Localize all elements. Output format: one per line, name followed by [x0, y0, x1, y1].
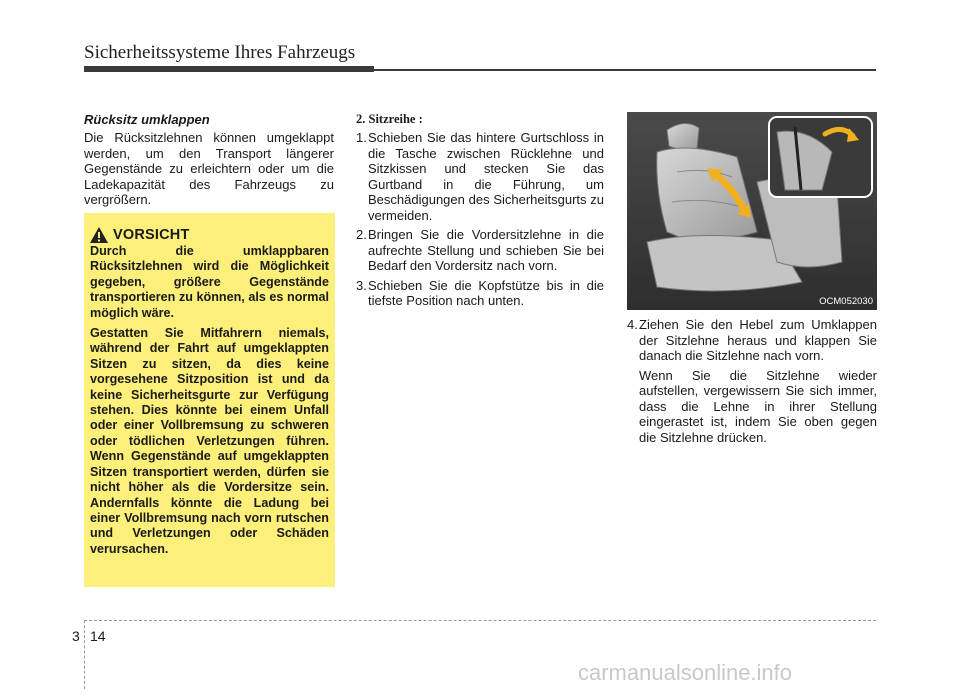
- caution-header: [90, 227, 329, 243]
- watermark-text: carmanualsonline.info: [578, 660, 793, 685]
- steps-heading: 2. Sitzreihe :: [356, 112, 423, 126]
- step-number: 4.: [627, 317, 638, 332]
- step-text: Bringen Sie die Vordersitzlehne in die aufrechte Stellung und schieben Sie bei Bedarf den Vordersitz nach vorn.: [368, 227, 604, 273]
- footer-divider: [84, 620, 85, 689]
- seat-illustration-graphic: [627, 112, 877, 310]
- step-item: [356, 130, 604, 223]
- continuation-column: [627, 317, 877, 445]
- page-header-title: Sicherheitssysteme Ihres Fahrzeugs: [84, 42, 356, 63]
- step-item: [356, 278, 604, 309]
- section-title: Rücksitz umklappen: [84, 112, 210, 127]
- caution-title: VORSICHT: [113, 227, 190, 243]
- footer-rule: [84, 620, 876, 621]
- seat-fold-illustration: [627, 112, 877, 310]
- intro-column: [84, 112, 334, 208]
- step-text: Schieben Sie die Kopfstütze bis in die tiefste Position nach unten.: [368, 277, 604, 308]
- step-text: Schieben Sie das hintere Gurtschloss in die Tasche zwischen Rücklehne und Sitzkissen und stecken Sie das Gurtband in die Führung, um Beschädigungen des Sicherheitsgurts zu vermeiden.: [368, 130, 604, 223]
- step-number: 2.: [356, 227, 367, 242]
- figure-caption: OCM052030: [819, 296, 873, 307]
- caution-paragraph-2: Gestatten Sie Mitfahrern niemals, während der Fahrt auf umgeklappten Sitzen zu sitzen, da dies keine vorgesehene Sitzposition ist und da keine Sicherheitsgurte zur Verfügung stehen. Dies könnte bei einem Unfall oder einer Vollbremsung zu schweren oder tödlichen Verletzungen führen. Wenn Gegenstände auf umgeklappten Sitzen transportiert werden, dürfen sie nicht höher als die Vordersitze sein. Andernfalls könnte die Ladung bei einer Vollbremsung nach vorn rutschen und Verletzungen oder Schäden verursachen.: [90, 326, 329, 556]
- header-rule: [374, 69, 876, 71]
- step-text: Ziehen Sie den Hebel zum Umklappen der Sitzlehne heraus und klappen Sie danach die Sitzlehne nach vorn.: [639, 317, 877, 363]
- step-4-continuation: Wenn Sie die Sitzlehne wieder aufstellen, vergewissern Sie sich immer, dass die Lehne in ihrer Stellung eingerastet ist, indem Sie oben gegen die Sitzlehne drücken.: [639, 367, 877, 445]
- steps-column: [356, 112, 604, 313]
- page-number: 14: [90, 628, 106, 644]
- intro-paragraph: Die Rücksitzlehnen können umgeklappt werden, um den Transport längerer Gegenstände zu erleichtern oder um die Ladekapazität des Fahrzeugs zu vergrößern.: [84, 130, 334, 207]
- caution-box: [84, 213, 335, 587]
- warning-triangle-icon: [90, 227, 108, 243]
- header-bar: [84, 66, 374, 72]
- step-item: [356, 227, 604, 274]
- caution-paragraph-1: Durch die umklappbaren Rücksitzlehnen wird die Möglichkeit gegeben, größere Gegenstände transportieren zu können, als es normal möglich wäre.: [90, 244, 329, 320]
- chapter-number: 3: [72, 628, 80, 644]
- step-number: 1.: [356, 130, 367, 145]
- step-item: [627, 317, 877, 364]
- step-number: 3.: [356, 277, 367, 293]
